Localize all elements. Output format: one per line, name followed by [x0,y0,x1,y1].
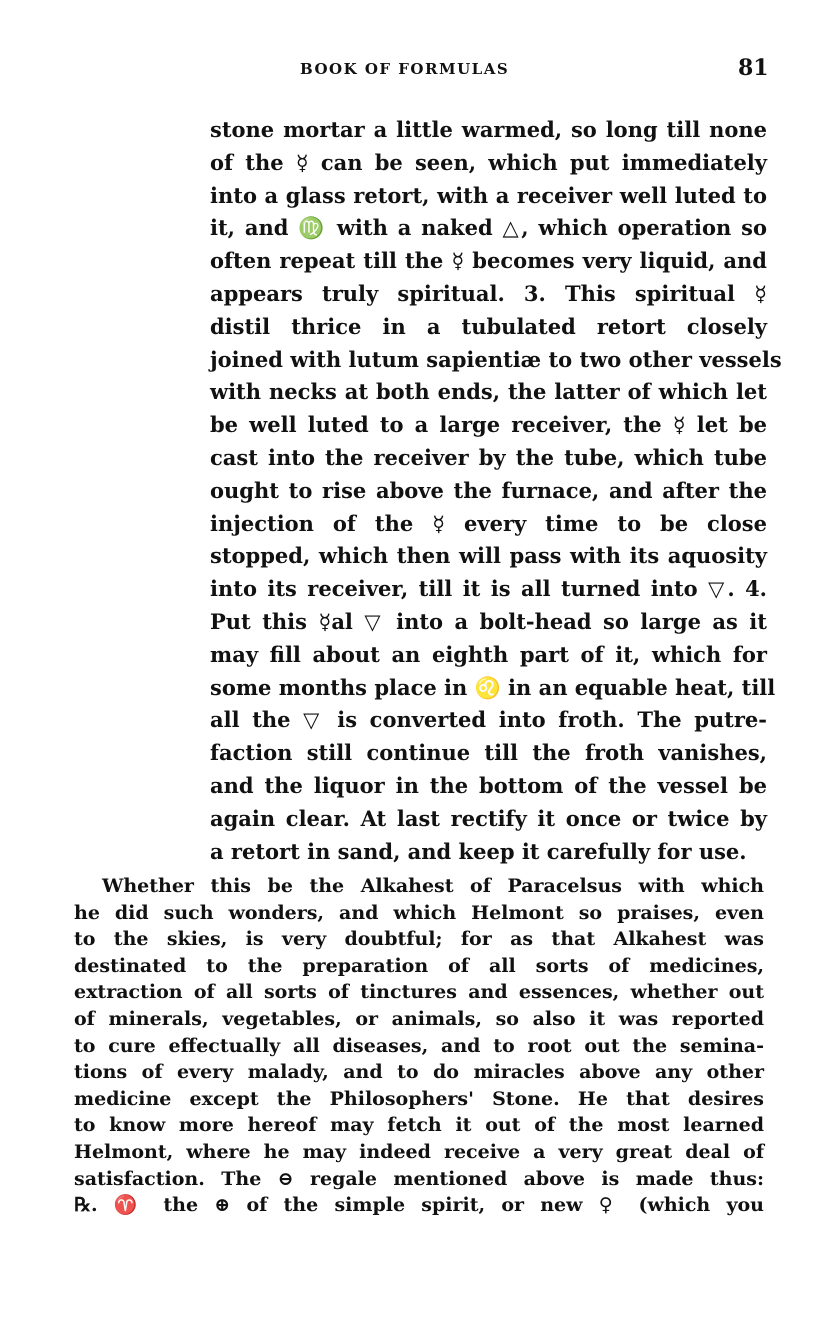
text-line: ought to rise above the furnace, and after the [210,477,767,503]
text-line: into its receiver, till it is all turned into ▽. 4. [210,576,767,602]
text-line: joined with lutum sapientiæ to two other vessels [210,346,782,372]
text-line: again clear. At last rectify it once or twice by [210,805,767,831]
text-line: a retort in sand, and keep it carefully for use. [210,838,747,864]
text-line: he did such wonders, and which Helmont so praises, even [74,901,764,924]
text-line: stopped, which then will pass with its aquosity [210,543,767,569]
text-line: Helmont, where he may indeed receive a very great deal of [74,1140,764,1163]
page-number: 81 [738,55,769,81]
running-header: BOOK OF FORMULAS [300,60,510,78]
text-line: extraction of all sorts of tinctures and essences, whether out [74,981,764,1004]
text-line: may fill about an eighth part of it, which for [210,641,767,667]
text-line: often repeat till the ☿ becomes very liquid, and [210,248,767,274]
indented-text-block [210,114,782,868]
text-line: medicine except the Philosophers' Stone. He that desires [74,1087,764,1110]
text-line: all the ▽ is converted into froth. The putre- [210,707,767,733]
text-line: faction still continue till the froth vanishes, [210,740,767,766]
body-paragraph [74,873,764,1219]
text-line: be well luted to a large receiver, the ☿ let be [210,412,767,438]
text-line: of minerals, vegetables, or animals, so also it was reported [74,1007,764,1030]
text-line: tions of every malady, and to do miracles above any other [74,1061,764,1084]
text-line: appears truly spiritual. 3. This spiritual ☿ [210,280,767,306]
text-line: to the skies, is very doubtful; for as that Alkahest was [74,928,764,951]
text-line: injection of the ☿ every time to be close [210,510,767,536]
text-line: stone mortar a little warmed, so long till none [210,117,767,142]
text-line: cast into the receiver by the tube, which tube [210,444,767,470]
text-line: to know more hereof may fetch it out of the most learned [74,1114,764,1137]
text-line: distil thrice in a tubulated retort closely [210,313,767,339]
text-line: of the ☿ can be seen, which put immediately [210,149,767,175]
text-line: destinated to the preparation of all sorts of medicines, [74,954,764,977]
text-line: into a glass retort, with a receiver well luted to [210,182,767,208]
text-line: and the liquor in the bottom of the vessel be [210,772,767,798]
text-line: with necks at both ends, the latter of which let [210,379,767,405]
text-line: satisfaction. The ⊖ regale mentioned above is made thus: [74,1167,764,1190]
text-line: ℞. ♈ the ⊕ of the simple spirit, or new ♀ (which you [74,1194,764,1217]
text-line: some months place in ♌ in an equable heat, till [210,674,776,700]
text-line: to cure effectually all diseases, and to root out the semina- [74,1034,764,1057]
text-line: it, and ♍ with a naked △, which operation so [210,215,767,241]
text-line: Put this ☿al ▽ into a bolt-head so large as it [210,608,767,634]
text-line: Whether this be the Alkahest of Paracelsus with which [102,875,764,897]
